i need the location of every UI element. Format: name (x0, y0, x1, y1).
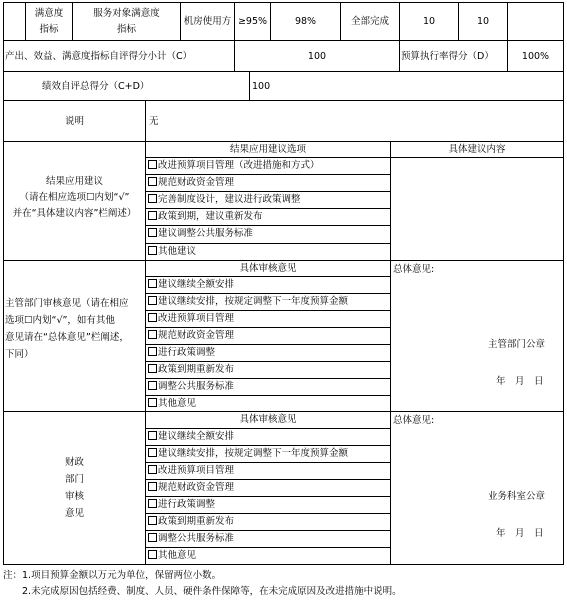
checkbox-icon[interactable] (148, 398, 157, 407)
s2-option-1[interactable]: 建议继续全额安排 (148, 277, 234, 293)
s2-date: 年 月 日 (496, 376, 544, 387)
checkbox-icon[interactable] (148, 364, 157, 373)
checkbox-icon[interactable] (148, 499, 157, 508)
s3-label-line4: 意见 (64, 508, 84, 519)
s3-overall-cell (390, 411, 564, 565)
checkbox-icon[interactable] (148, 448, 157, 457)
row1-target: ≥95% (237, 16, 268, 27)
checkbox-icon[interactable] (148, 533, 157, 542)
s2-label-line4: 下同） (5, 349, 34, 360)
row1-score2: 10 (476, 16, 490, 27)
checkbox-icon[interactable] (148, 279, 157, 288)
row1-status: 全部完成 (350, 16, 389, 27)
s2-option-7[interactable]: 调整公共服务标准 (148, 379, 234, 395)
s3-option-6[interactable]: 政策到期重新发布 (148, 514, 234, 530)
s1-option-5[interactable]: 建议调整公共服务标准 (148, 226, 253, 242)
s2-label-line2: 选项☐内划“√”，如有其他 (5, 315, 115, 326)
row1-end-cell (507, 2, 564, 41)
s2-option-2[interactable]: 建议继续安排，按规定调整下一年度预算金额 (148, 294, 348, 310)
s3-option-3[interactable]: 改进预算项目管理 (148, 463, 234, 479)
s3-label-line3: 审核 (64, 491, 84, 502)
s1-option-6[interactable]: 其他建议 (148, 244, 196, 260)
checkbox-icon[interactable] (148, 296, 157, 305)
s2-option-6[interactable]: 政策到期重新发布 (148, 362, 234, 378)
s3-option-7[interactable]: 调整公共服务标准 (148, 531, 234, 547)
note-1: 注：1.项目预算金额以万元为单位，保留两位小数。 (3, 570, 222, 581)
row2-label2: 预算执行率得分（D） (401, 51, 494, 62)
s3-option-4[interactable]: 规范财政资金管理 (148, 480, 234, 496)
row1-indicator-name: 机房使用方 (183, 16, 232, 27)
s1-option-2[interactable]: 规范财政资金管理 (148, 175, 234, 191)
checkbox-icon[interactable] (148, 482, 157, 491)
checkbox-icon[interactable] (148, 228, 157, 237)
s1-label-line2: （请在相应选项☐内划“√” (19, 192, 130, 203)
row4-value-cell (145, 100, 564, 142)
checkbox-icon[interactable] (148, 465, 157, 474)
s2-overall-cell (390, 260, 564, 412)
checkbox-icon[interactable] (148, 246, 157, 255)
checkbox-icon[interactable] (148, 313, 157, 322)
s1-option-3[interactable]: 完善制度设计，建议进行政策调整 (148, 192, 301, 208)
s1-header-right: 具体建议内容 (448, 144, 506, 155)
s3-overall-label: 总体意见: (393, 415, 435, 426)
row1-actual: 98% (294, 16, 317, 27)
checkbox-icon[interactable] (148, 330, 157, 339)
checkbox-icon[interactable] (148, 550, 157, 559)
row3-value: 100 (252, 81, 271, 92)
s2-overall-label: 总体意见: (393, 264, 435, 275)
s3-option-1[interactable]: 建议继续全额安排 (148, 429, 234, 445)
s2-label-line3: 意见请在“总体意见”栏阐述， (5, 332, 129, 343)
checkbox-icon[interactable] (148, 347, 157, 356)
checkbox-icon[interactable] (148, 211, 157, 220)
row2-label: 产出、效益、满意度指标自评得分小计（C） (5, 51, 193, 62)
s2-option-4[interactable]: 规范财政资金管理 (148, 328, 234, 344)
s3-option-8[interactable]: 其他意见 (148, 548, 196, 564)
s3-label-line1: 财政 (64, 457, 84, 468)
s3-seal: 业务科室公章 (488, 491, 546, 502)
s2-option-8[interactable]: 其他意见 (148, 396, 196, 412)
row1-subcategory-line2: 指标 (116, 24, 136, 35)
row1-category-line1: 满意度 (34, 8, 64, 19)
checkbox-icon[interactable] (148, 160, 157, 169)
row2-value: 100 (307, 51, 327, 62)
s1-label-line3: 并在“具体建议内容”栏阐述） (12, 208, 137, 219)
s1-option-1[interactable]: 改进预算项目管理（改进措施和方式） (148, 158, 320, 174)
s3-option-2[interactable]: 建议继续安排，按规定调整下一年度预算金额 (148, 446, 348, 462)
row4-value: 无 (149, 116, 159, 127)
s2-option-3[interactable]: 改进预算项目管理 (148, 311, 234, 327)
row4-label: 说明 (64, 116, 84, 127)
row3-value-cell (249, 71, 564, 101)
s3-label-cell (3, 411, 146, 565)
s2-option-5[interactable]: 进行政策调整 (148, 345, 215, 361)
s1-label-line1: 结果应用建议 (45, 176, 103, 187)
row3-label: 绩效自评总得分（C+D） (42, 81, 150, 92)
s3-label-line2: 部门 (64, 474, 84, 485)
checkbox-icon[interactable] (148, 381, 157, 390)
s1-option-4[interactable]: 政策到期，建议重新发布 (148, 209, 263, 225)
s3-header: 具体审核意见 (239, 414, 297, 425)
s3-date: 年 月 日 (496, 528, 544, 539)
row1-category-line2: 指标 (39, 24, 59, 35)
checkbox-icon[interactable] (148, 194, 157, 203)
s1-header-left: 结果应用建议选项 (229, 144, 306, 155)
note-2: 2.未完成原因包括经费、制度、人员、硬件条件保障等，在未完成原因及改进措施中说明。 (22, 586, 402, 597)
row2-value2: 100% (521, 51, 550, 62)
checkbox-icon[interactable] (148, 431, 157, 440)
s2-seal: 主管部门公章 (488, 339, 546, 350)
s2-header: 具体审核意见 (239, 263, 297, 274)
row1-score1: 10 (422, 16, 436, 27)
checkbox-icon[interactable] (148, 516, 157, 525)
s1-content-cell (390, 157, 564, 261)
s3-option-5[interactable]: 进行政策调整 (148, 497, 215, 513)
s2-label-line1: 主管部门审核意见（请在相应 (5, 298, 129, 309)
row1-spacer-cell (3, 2, 26, 41)
row1-subcategory-line1: 服务对象满意度 (93, 8, 160, 19)
checkbox-icon[interactable] (148, 177, 157, 186)
